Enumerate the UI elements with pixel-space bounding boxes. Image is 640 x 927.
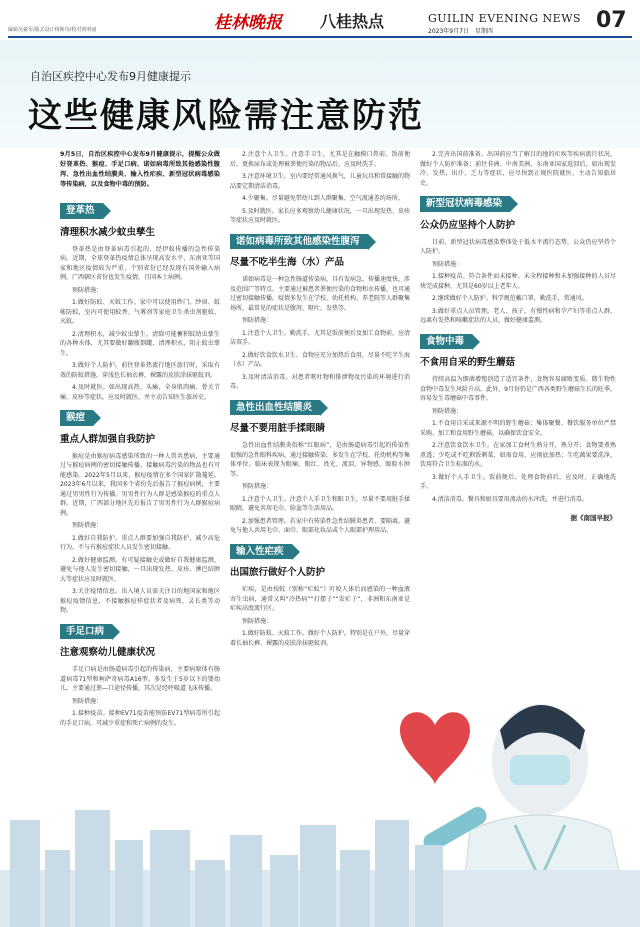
paragraph: 1.接种疫苗。接种EV71疫苗能预防EV71型病毒所引起的手足口病，可减少重症和死亡病例的发生。: [60, 710, 220, 727]
paragraph: 1.注意个人卫生。勤洗手，尤其是饭前便后及加工食物前，应清洁双手。: [230, 329, 410, 346]
paragraph: 预防措施：: [432, 407, 463, 415]
paragraph: 2.清理积水，减少蚊虫孳生。清除可能蓄积蚊幼虫孳生的各种水体，尤其要做好翻瓶倒罐、清理积水，阻止蚊虫孳生。: [60, 330, 220, 357]
paragraph: 预防措施：: [72, 697, 103, 705]
section-tag-malaria: 输入性疟疾: [230, 544, 292, 560]
paragraph: 4.少聚集。尽量避免带幼儿到人群聚集、空气流通差的场所。: [242, 195, 404, 202]
paragraph: 预防措施：: [432, 260, 463, 268]
paragraph: 预防措施：: [242, 317, 273, 324]
lead-paragraph: 9月5日，自治区疾控中心发布9月健康提示，提醒公众做好登革热、猴痘、手足口病、诺如病毒所致其他感染性腹泻、急性出血性结膜炎、输入性疟疾、新型冠状病毒感染等传染病，以及食物中毒的预防。: [60, 151, 220, 188]
paragraph: 诺如病毒是一种急性肠道传染病，具有发病急、传播速度快、涉及范围广等特点，主要通过被患者粪便污染的食物和水传播，也可通过密切接触传播。疫情多发生在学校、幼托机构、养老院等人群聚集场所，最常见的症状是腹泻、呕吐、发热等。: [230, 276, 411, 312]
paragraph: 1.注意个人卫生。注意个人手卫生和眼卫生，尽量不要用脏手揉眼睛，避免共用毛巾、脸盆等生活用品。: [230, 495, 410, 512]
kicker: 自治区疾控中心发布9月健康提示: [30, 70, 191, 83]
section-subhead: 注意观察幼儿健康状况: [60, 647, 156, 658]
section-subhead: 重点人群加强自我防护: [60, 433, 156, 445]
paragraph: 3.及时清洁消毒。对患者呕吐物和排泄物及污染的环境进行消毒。: [230, 373, 410, 390]
section-subhead: 尽量不要用脏手揉眼睛: [230, 423, 326, 434]
section-tag-covid: 新型冠状病毒感染: [420, 196, 510, 212]
section-subhead: 公众仍应坚持个人防护: [420, 219, 516, 231]
paragraph: 急性出血性结膜炎俗称“红眼病”，是由肠道病毒引起的传染性很强的急性眼科疾病，通过接触传染，多发生在学校、托幼机构等集体单位。临床表现为眼痛、眼红、畏光、流泪、异物感、眼睑水肿等。: [230, 442, 411, 478]
section-subhead: 尽量不吃半生海（水）产品: [230, 257, 345, 268]
paragraph: 3.做好个人防护。前往登革热流行地区旅行时，采取有效的防蚊措施，穿浅色长袖衣裤，裸露的皮肤涂抹驱蚊剂。: [60, 362, 220, 379]
issue-date: 2023年9月7日 星期四: [428, 28, 493, 35]
article-column-2: [230, 150, 410, 651]
paragraph: 4.及时就医。如出现高热、头痛、全身肌肉痛、骨关节痛、皮疹等症状，应及时就医，并主动告知医生旅居史。: [60, 384, 220, 401]
article-column-3: [420, 150, 616, 524]
paragraph: 3.做好个人手卫生。饭前便后、处理食物前后，应及时、正确地洗手。: [420, 473, 616, 490]
newspaper-english-title: GUILIN EVENING NEWS: [428, 12, 582, 25]
section-tag-dengue: 登革热: [60, 203, 103, 219]
paragraph: 2.做好健康监测。有可疑接触史或做好自我健康监测，避免与他人发生密切接触，一旦出现发热、皮疹、淋巴结肿大等症状应及时就医。: [60, 556, 220, 583]
section-tag-food-poisoning: 食物中毒: [420, 334, 472, 350]
paragraph: 1.不食用自采或来源不明的野生蘑菇；集体聚餐、餐饮服务单位严禁采购、加工和食用野生蘑菇，以确保饮食安全。: [420, 420, 616, 437]
paragraph: 1.做好防蚊、灭蚊工作。做好个人防护，特别是在户外，尽量穿着长袖长裤，裸露的皮肤涂抹驱蚊剂。: [230, 630, 410, 647]
section-tag-hfmd: 手足口病: [60, 624, 112, 640]
paragraph: 预防措施：: [242, 483, 273, 490]
paragraph: 猴痘是由猴痘病毒感染所致的一种人兽共患病，主要通过与猴痘病例的密切接触传播。接触病毒污染的物品也有可能感染。2022年5月以来，猴痘疫情在多个国家扩散蔓延，2023年6月以来，我国多个省份先后报告了猴痘病例，主要通过男男性行为传播。男男性行为人群是感染猴痘的重点人群。近期，广西部分地区先后报告了男男性行为人群猴痘病例。: [60, 452, 220, 517]
paragraph: 4.清洁消毒。餐具和厨具要用流动的水冲洗，并进行消毒。: [432, 495, 588, 503]
paragraph: 2.继续做好个人防护。科学规范戴口罩，勤洗手，常通风。: [432, 295, 588, 302]
paragraph: 3.注意环境卫生。室内要经常通风换气，儿童玩具和常接触的物品要定期清洁消毒。: [230, 173, 410, 190]
newspaper-logo: 桂林晚报: [214, 13, 282, 33]
section-name: 八桂热点: [320, 12, 385, 31]
article-source: 据《南国早报》: [570, 514, 616, 522]
paragraph: 预防措施：: [72, 522, 103, 529]
section-tag-norovirus: 诺如病毒所致其他感染性腹泻: [230, 234, 368, 250]
paragraph: 1.做好自我防护。重点人群要加强自我防护，减少高危行为，不与有猴痘症状人员发生密切接触。: [60, 534, 220, 551]
section-tag-mpox: 猴痘: [60, 410, 93, 426]
paragraph: 登革热是由登革病毒引起的、经伊蚊传播的急性传染病。近期，全球登革热疫情总体呈现高发水平，东南亚等国家和地区疫情较为严重，个别省份已经发现有国外输入病例，广西辖区省份也发生疫情，且国本土病例。: [60, 245, 220, 281]
editor-credits: 编辑吴豪军/版式设计杨斯诗/校对黄明丽: [8, 27, 97, 33]
city-skyline-decoration: [0, 780, 640, 927]
paragraph: 疟疾，是由按蚊（别称“疟蚊”）叮咬人体后而感染的一种血液寄生虫病，通常又叫“冷热病”“打摆子”“发疟子”，非洲和东南亚是疟疾高度流行区。: [230, 586, 410, 612]
masthead: [0, 0, 640, 38]
paragraph: 预防措施：: [242, 617, 273, 625]
paragraph: 3.做好重点人员管理。老人、孩子、有慢性病和孕产妇等重点人群，远离有发热和咳嗽症状的人员，做好健康监测。: [420, 307, 616, 324]
page-number: 07: [596, 8, 627, 33]
paragraph: 持续高温为细菌增殖创造了适宜条件，食物容易腐败变质。微生物性食物中毒发生风险升高。此外，9月份仍是广西各类野生蘑菇生长的旺季，容易发生毒蘑菇中毒事件。: [420, 376, 616, 402]
paragraph: 2.注意个人卫生。注意手卫生，尤其是在触摸口鼻前、饭前便后、更换尿布或处理被粪便污染的物品后，应及时洗手。: [230, 151, 410, 168]
headline: 这些健康风险需注意防范: [28, 96, 424, 136]
article-column-1: [60, 150, 220, 731]
section-subhead: 不食用自采的野生蘑菇: [420, 357, 516, 368]
paragraph: 2.注意饮食饮水卫生。在家加工食材生熟分开，熟分开；食物要煮熟煮透；少吃或不吃剩饭剩菜，如需食用，应彻底加热；生吃蔬果要洗净，饮用符合卫生标准的水。: [420, 442, 616, 468]
paragraph: 2.完善出国前准备。出国前应当了解目的地的疟疾等疾病流行状况，做好个人防护准备；前往非洲、中南美洲、东南亚国家返回后，如出现发冷、发热、出汗、乏力等症状，应尽快到正规医院就医，主动告知旅居史。: [420, 151, 616, 187]
paragraph: 预防措施：: [72, 286, 103, 294]
header-rule: [8, 36, 632, 38]
paragraph: 2.做好饮食饮水卫生。食物应充分加热后食用，尽量不吃半生海（水）产品。: [230, 351, 410, 368]
paragraph: 5.及时就医。家长应多观察幼儿健康状况，一旦出现发热、皮疹等症状应及时就医。: [230, 207, 410, 224]
paragraph: 2.加强患者管理。若家中有传染性急性结膜炎患者，要隔离，避免与他人共用毛巾、面巾、眼部化妆品或个人眼部护理用品。: [230, 517, 410, 534]
section-subhead: 出国旅行做好个人防护: [230, 567, 326, 578]
paragraph: 1.接种疫苗。符合条件而未接种、未全程接种和未加强接种的人员尽快完成接种，尤其是60岁以上老年人。: [420, 273, 616, 290]
paragraph: 手足口病是由肠道病毒引起的传染病，主要病原体有肠道病毒71型和柯萨奇病毒A16型。多发生于5岁以下的婴幼儿，主要通过粪—口途径传播，其次是经呼吸道飞沫传播。: [60, 666, 220, 692]
paragraph: 1.做好防蚊、灭蚊工作。家中可以使用纱门、纱窗、蚊帐防蚊，室内可使用蚊香、气雾剂等家庭卫生杀虫剂驱蚊、灭蚊。: [60, 299, 220, 325]
paragraph: 3.关注疫情信息。出入境人员需关注目的地国家和地区猴痘疫情信息，不接触猴痘样症状者及病死、灵长类等动物。: [60, 588, 220, 614]
section-subhead: 清理积水减少蚊虫孳生: [60, 226, 156, 238]
paragraph: 目前，新型冠状病毒感染整体处于低水平流行态势，公众仍应坚持个人防护。: [420, 238, 616, 255]
section-tag-conjunctivitis: 急性出血性结膜炎: [230, 400, 320, 416]
